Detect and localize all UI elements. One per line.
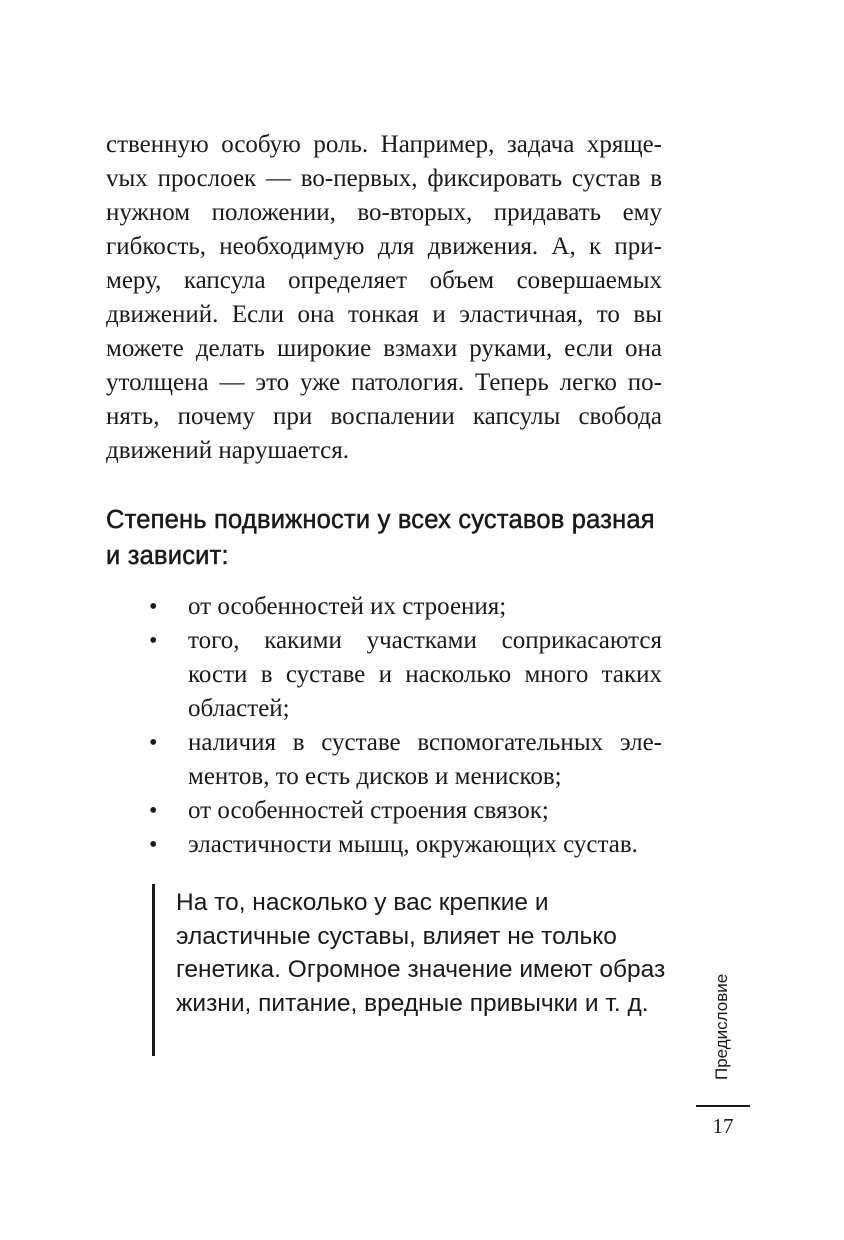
bullet-marker: • bbox=[149, 730, 158, 756]
folio-rule bbox=[696, 1105, 750, 1107]
bullet-marker: • bbox=[149, 798, 158, 824]
bullet-marker: • bbox=[149, 594, 158, 620]
list-item bbox=[106, 828, 662, 862]
list-item-text: наличия в суставе вспомогательных элементов, то есть дисков и менисков; bbox=[188, 729, 662, 790]
list-item bbox=[106, 624, 662, 726]
list-item-text: от особенностей строения связок; bbox=[188, 797, 549, 824]
bullet-list bbox=[106, 590, 662, 862]
list-item bbox=[106, 726, 662, 794]
page-number: 17 bbox=[712, 1114, 734, 1138]
callout-text: На то, насколько у вас крепкие и эластичные суставы, влияет не только генетика. Огромное значение имеют образ жизни, питание, вредные привычки и т. д. bbox=[176, 889, 666, 1017]
list-item bbox=[106, 590, 662, 624]
list-item-text: эластичности мышц, окружающих сустав. bbox=[188, 831, 638, 858]
list-item-text: того, какими участками соприкасаются кости в суставе и насколько много таких областей; bbox=[188, 627, 662, 722]
bullet-marker: • bbox=[149, 832, 158, 858]
bullet-marker: • bbox=[149, 628, 158, 654]
running-head: Предисловие bbox=[712, 973, 731, 1080]
section-heading: Степень подвижности у всех суставов разная и зависит: bbox=[106, 506, 655, 570]
body-paragraph: ственную особую роль. Например, задача хрящеvых прослоек — во-первых, фиксировать сустав в нужном положении, во-вторых, придавать ему гибкость, необходимую для движения. А, к примеру, капсула определяет объем совершаемых движений. Если она тонкая и эластичная, то вы можете делать широкие взмахи руками, если она утолщена — это уже патология. Теперь легко понять, почему при воспалении капсулы свобода движений нарушается. bbox=[106, 131, 662, 464]
list-item bbox=[106, 794, 662, 828]
callout-box bbox=[152, 884, 672, 1056]
callout-rule bbox=[152, 884, 155, 1056]
list-item-text: от особенностей их строения; bbox=[188, 593, 507, 620]
